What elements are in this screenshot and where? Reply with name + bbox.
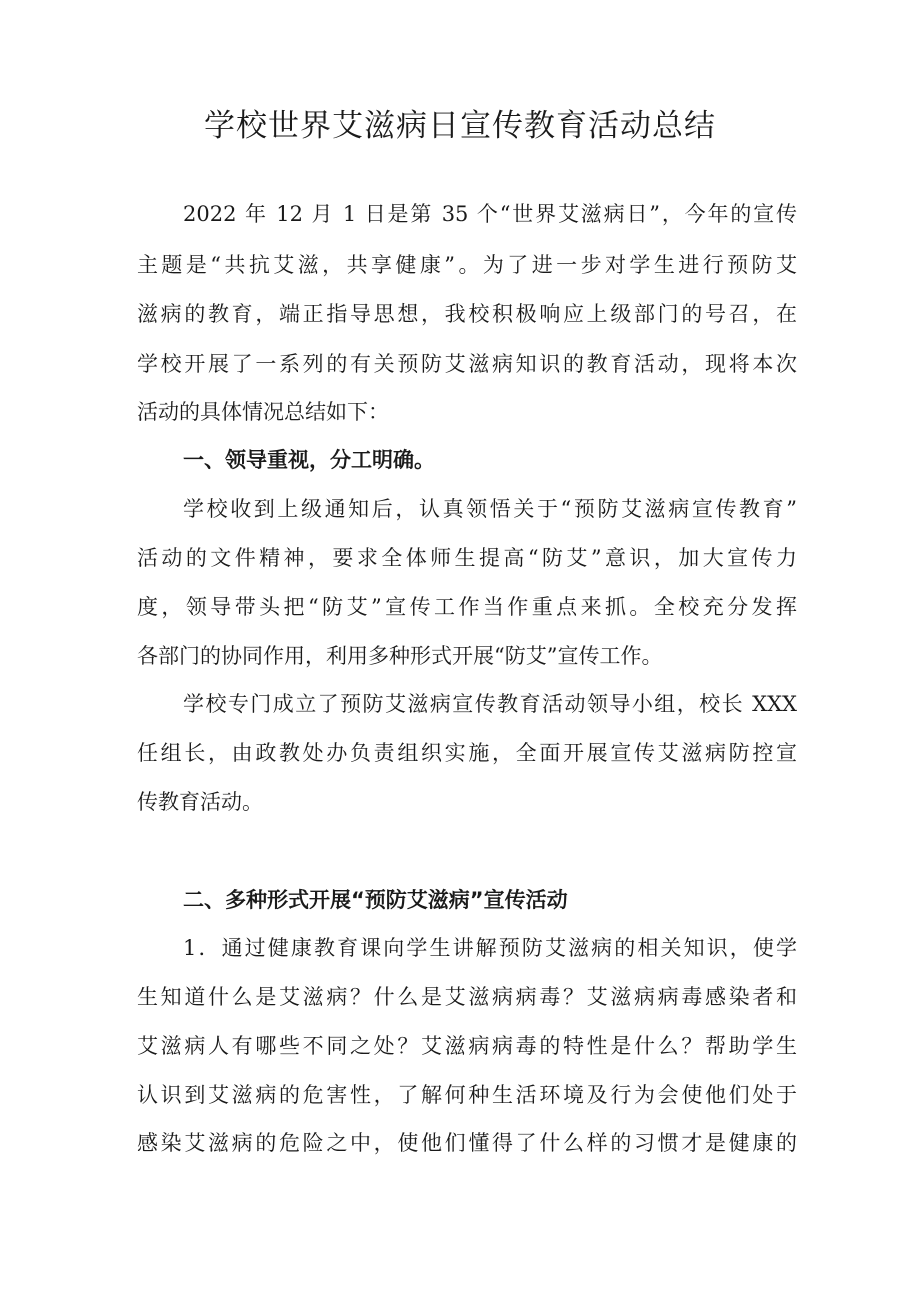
intro-line: 滋病的教育，端正指导思想，我校积极响应上级部门的号召，在 — [137, 302, 797, 326]
section1-para1-line: 活动的文件精神，要求全体师生提高“防艾”意识，加大宣传力 — [137, 546, 797, 570]
section2-item1-line: 艾滋病人有哪些不同之处？艾滋病病毒的特性是什么？帮助学生 — [137, 1034, 797, 1058]
section1-para1-line: 学校收到上级通知后，认真领悟关于“预防艾滋病宣传教育” — [183, 497, 797, 521]
section2-heading: 二、多种形式开展“预防艾滋病”宣传活动 — [183, 888, 568, 912]
section1-para2-line: 任组长，由政教处办负责组织实施，全面开展宣传艾滋病防控宣 — [137, 741, 797, 765]
intro-line: 主题是“共抗艾滋，共享健康”。为了进一步对学生进行预防艾 — [137, 253, 797, 277]
section1-para2-line: 学校专门成立了预防艾滋病宣传教育活动领导小组，校长 XXX — [183, 692, 797, 716]
section2-item1-line: 生知道什么是艾滋病？什么是艾滋病病毒？艾滋病病毒感染者和 — [137, 985, 797, 1009]
section1-para1-line: 度，领导带头把“防艾”宣传工作当作重点来抓。全校充分发挥 — [137, 595, 797, 619]
section2-item1-line: 感染艾滋病的危险之中，使他们懂得了什么样的习惯才是健康的 — [137, 1131, 797, 1155]
document-title: 学校世界艾滋病日宣传教育活动总结 — [204, 108, 716, 144]
section1-para2-line: 传教育活动。 — [137, 790, 263, 814]
intro-line: 活动的具体情况总结如下： — [137, 400, 389, 424]
section1-para1-line: 各部门的协同作用，利用多种形式开展“防艾”宣传工作。 — [137, 644, 663, 668]
section1-heading: 一、领导重视，分工明确。 — [183, 448, 435, 472]
section2-item1-line: 1．通过健康教育课向学生讲解预防艾滋病的相关知识，使学 — [183, 936, 797, 960]
section2-item1-line: 认识到艾滋病的危害性，了解何种生活环境及行为会使他们处于 — [137, 1083, 797, 1107]
intro-line: 2022 年 12 月 1 日是第 35 个“世界艾滋病日”，今年的宣传 — [183, 202, 797, 226]
intro-line: 学校开展了一系列的有关预防艾滋病知识的教育活动，现将本次 — [137, 352, 797, 376]
